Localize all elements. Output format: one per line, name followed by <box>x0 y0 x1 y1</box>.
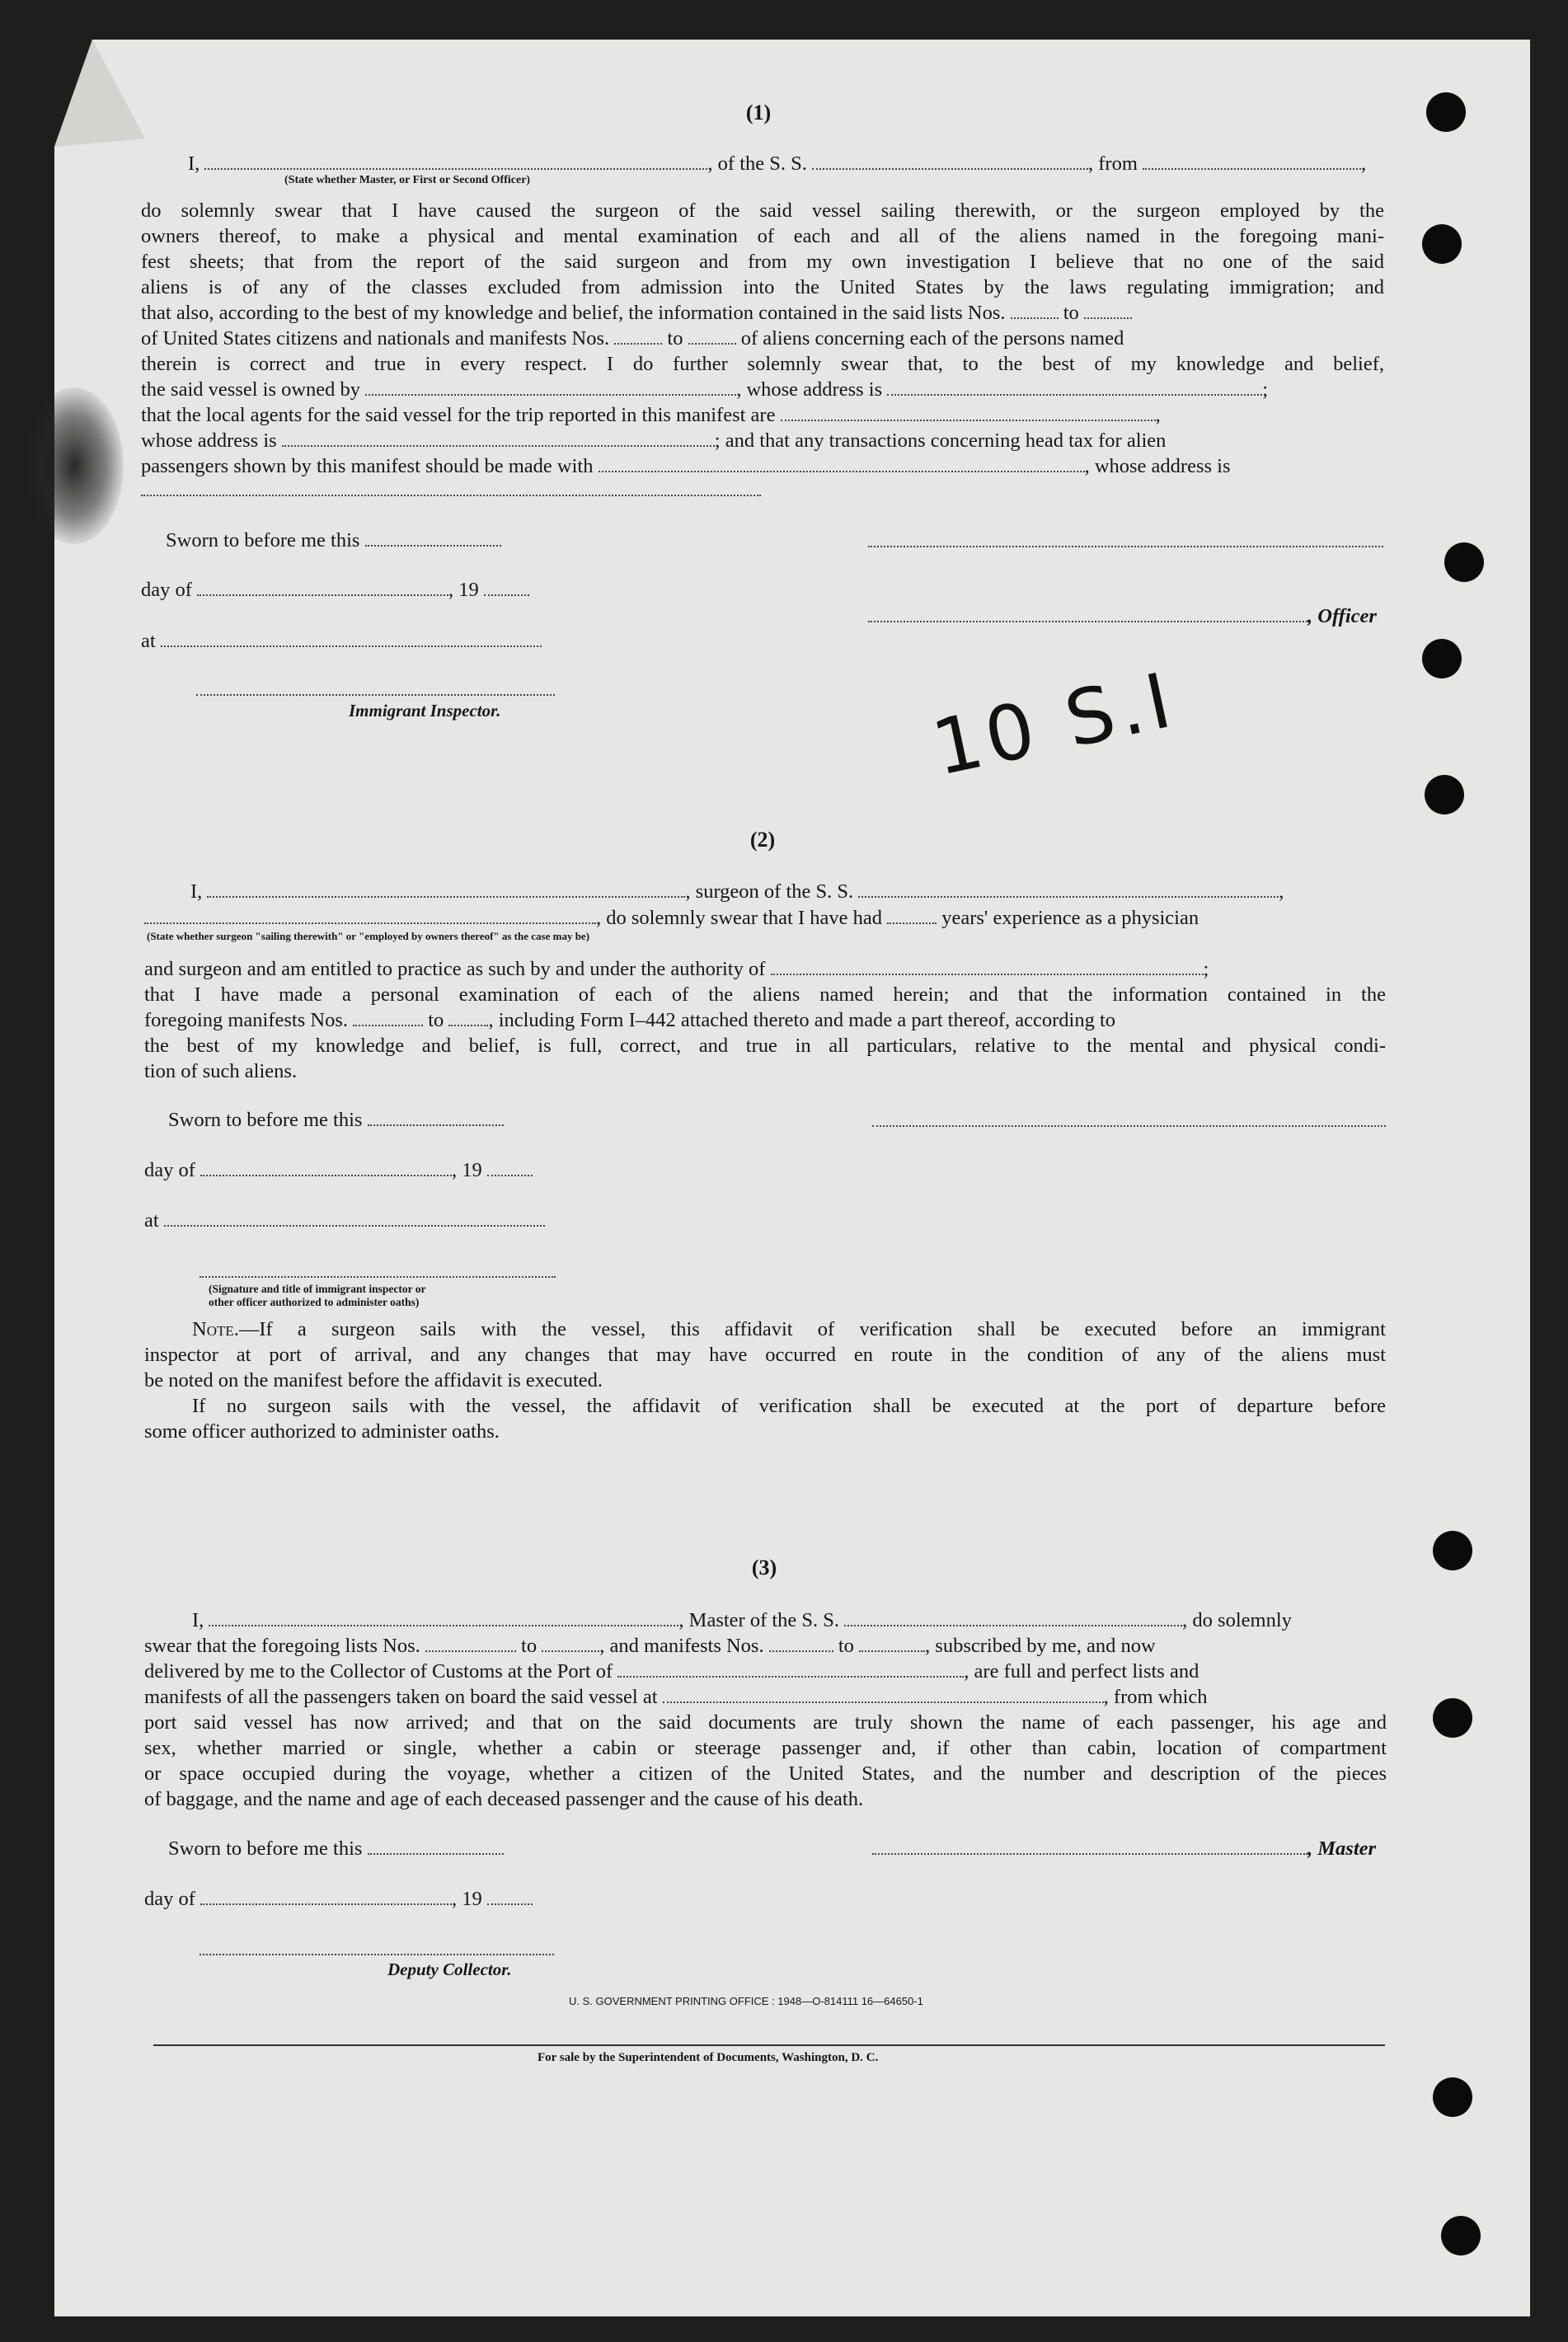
text: —If a surgeon sails with the vessel, this affidavit of verification shall be executed before an immigrant <box>238 1318 1386 1340</box>
text: , whose address is <box>1084 455 1231 477</box>
text: , from which <box>1103 1686 1208 1708</box>
text: of aliens concerning each of the persons named <box>740 327 1124 350</box>
note-row: be noted on the manifest before the affidavit is executed. <box>144 1369 603 1392</box>
section-3-body <box>144 1710 1387 1812</box>
section-2-day-of <box>144 1157 533 1183</box>
vessel-name-blank[interactable] <box>844 1610 1182 1626</box>
section-1-sworn <box>166 528 501 553</box>
sale-notice: For sale by the Superintendent of Documents, Washington, D. C. <box>538 2051 879 2064</box>
section-3-number: (3) <box>751 1556 777 1579</box>
text: that the local agents for the said vessel for the trip reported in this manifest are <box>141 404 776 426</box>
month-blank[interactable] <box>197 580 448 596</box>
head-tax-contact-blank[interactable] <box>599 456 1085 472</box>
punch-hole <box>1433 2077 1472 2117</box>
text: at <box>144 1209 159 1232</box>
section-2-caption: (State whether surgeon "sailing therewith" or "employed by owners thereof" as the case may be) <box>147 930 590 942</box>
section-2-line-1 <box>190 879 1284 904</box>
month-blank[interactable] <box>200 1889 452 1905</box>
text: day of <box>141 579 192 601</box>
section-2-number: (2) <box>749 828 776 852</box>
text: Sworn to before me this <box>168 1109 363 1131</box>
section-1-row-9 <box>141 402 1161 428</box>
deputy-label: Deputy Collector. <box>387 1959 512 1979</box>
section-2-row-3 <box>144 956 1209 982</box>
text: to <box>428 1009 444 1031</box>
text: ; <box>1262 378 1269 401</box>
punch-hole <box>1422 639 1462 678</box>
text: , <box>1279 880 1284 903</box>
section-3-row-3 <box>144 1659 1199 1684</box>
text: to <box>1063 302 1079 324</box>
punch-hole <box>1422 224 1462 264</box>
punch-hole <box>1426 92 1466 132</box>
section-1-officer <box>868 603 1377 629</box>
note-paragraph-2 <box>144 1393 1386 1444</box>
punch-hole <box>1425 775 1464 814</box>
text: day of <box>144 1888 195 1910</box>
section-1-row-10 <box>141 428 1166 453</box>
handwritten-notation: 10 S.I <box>925 655 1183 793</box>
body-row: of baggage, and the name and age of each deceased passenger and the cause of his death. <box>144 1788 864 1810</box>
lists-from-blank[interactable] <box>425 1636 516 1652</box>
port-blank[interactable] <box>617 1661 964 1678</box>
surgeon-signature-line[interactable] <box>872 1125 1386 1127</box>
text: whose address is <box>141 429 277 452</box>
section-1-day-of <box>141 577 529 603</box>
vessel-name-blank[interactable] <box>858 881 1279 898</box>
manifests-from-blank[interactable] <box>353 1010 423 1026</box>
text: Sworn to before me this <box>166 529 360 551</box>
text: at <box>141 630 156 652</box>
text: , <box>1361 153 1367 175</box>
note-row: inspector at port of arrival, and any changes that may have occurred en route in the condition of any of the aliens must <box>144 1344 1386 1366</box>
text: I, <box>192 1609 204 1631</box>
text: , are full and perfect lists and <box>964 1660 1199 1683</box>
year-blank[interactable] <box>487 1889 533 1905</box>
owner-address-blank[interactable] <box>887 379 1262 396</box>
lists-to-blank[interactable] <box>542 1636 599 1652</box>
text: Sworn to before me this <box>168 1837 363 1860</box>
section-1-number: (1) <box>745 101 772 124</box>
place-blank[interactable] <box>161 631 542 647</box>
note-row: If no surgeon sails with the vessel, the affidavit of verification shall be executed at the port of departure before <box>192 1395 1386 1417</box>
years-blank[interactable] <box>887 908 937 924</box>
officer-label: , Officer <box>1307 605 1377 627</box>
note-paragraph <box>144 1316 1386 1393</box>
local-agents-blank[interactable] <box>781 405 1156 421</box>
surgeon-status-blank[interactable] <box>144 908 596 924</box>
text: that also, according to the best of my knowledge and belief, the information contained in the said lists Nos. <box>141 302 1006 324</box>
body-row: port said vessel has now arrived; and that on the said documents are truly shown the name of each passenger, his age and <box>144 1711 1387 1734</box>
section-1-row-8 <box>141 377 1268 402</box>
text: , 19 <box>448 579 479 601</box>
punch-hole <box>1433 1531 1472 1570</box>
text: , 19 <box>452 1159 482 1181</box>
body-row: owners thereof, to make a physical and mental examination of each and all of the aliens named in the foregoing mani- <box>141 225 1384 247</box>
section-2-row-6 <box>144 1033 1386 1058</box>
section-3-sworn <box>168 1836 504 1861</box>
punch-hole <box>1444 542 1484 582</box>
text: ; and that any transactions concerning head tax for alien <box>714 429 1167 452</box>
section-3-row-2 <box>144 1633 1156 1659</box>
section-2-row-7: tion of such aliens. <box>144 1060 298 1082</box>
text: foregoing manifests Nos. <box>144 1009 348 1031</box>
note-row <box>144 1316 1386 1342</box>
printing-office-line: U. S. GOVERNMENT PRINTING OFFICE : 1948—O-814111 16—64650-1 <box>569 1995 923 2007</box>
section-1-row-7 <box>141 351 1384 377</box>
month-blank[interactable] <box>200 1160 452 1176</box>
section-1-at <box>141 628 542 654</box>
section-2-row-5 <box>144 1007 1115 1033</box>
text: , subscribed by me, and now <box>925 1635 1156 1657</box>
address-continuation-blank[interactable] <box>141 495 761 496</box>
deputy-signature-line[interactable] <box>200 1954 554 1955</box>
note-label: Note. <box>192 1318 239 1340</box>
text: , from <box>1088 153 1138 175</box>
inspector-signature-line[interactable] <box>200 1276 556 1278</box>
text: , including Form I–442 attached thereto and made a part thereof, according to <box>488 1009 1116 1031</box>
body-row: sex, whether married or single, whether a cabin or steerage passenger and, if other than cabin, location of compartment <box>144 1737 1387 1759</box>
text: swear that the foregoing lists Nos. <box>144 1635 420 1657</box>
place-blank[interactable] <box>164 1210 545 1227</box>
section-2-sworn <box>168 1107 504 1133</box>
section-2-line-2 <box>144 905 1199 931</box>
text: to <box>838 1635 854 1657</box>
owner-blank[interactable] <box>365 379 736 396</box>
officer-signature-blank[interactable] <box>868 606 1307 622</box>
note-row: some officer authorized to administer oaths. <box>144 1420 500 1443</box>
master-label: , Master <box>1307 1837 1377 1860</box>
lists-from-blank[interactable] <box>1011 303 1059 319</box>
section-2-row-4 <box>144 982 1386 1007</box>
text: I, <box>188 153 200 175</box>
manifests-from-blank[interactable] <box>614 328 662 345</box>
ink-stain <box>25 387 124 544</box>
section-3-line-1 <box>192 1607 1292 1633</box>
text: , <box>1155 404 1161 426</box>
punch-hole <box>1441 2216 1481 2255</box>
section-2-at <box>144 1208 545 1233</box>
body-row: therein is correct and true in every respect. I do further solemnly swear that, to the best of my knowledge and belief, <box>141 353 1384 375</box>
section-3-master <box>872 1836 1376 1861</box>
text: to <box>667 327 683 350</box>
signature-line[interactable] <box>868 546 1383 547</box>
section-3-row-4 <box>144 1684 1208 1710</box>
punch-hole <box>1433 1698 1472 1738</box>
text: passengers shown by this manifest should be made with <box>141 455 594 477</box>
section-1-row-5 <box>141 300 1132 326</box>
body-row: the best of my knowledge and belief, is full, correct, and true in all particulars, relative to the mental and physical condi- <box>144 1035 1386 1057</box>
body-row: do solemnly swear that I have caused the surgeon of the said vessel sailing therewith, or the surgeon employed by the <box>141 199 1384 222</box>
text: , of the S. S. <box>707 153 807 175</box>
text: of United States citizens and nationals and manifests Nos. <box>141 327 610 350</box>
agents-address-blank[interactable] <box>282 430 715 447</box>
text: , and manifests Nos. <box>599 1635 764 1657</box>
master-name-blank[interactable] <box>209 1610 678 1626</box>
section-1-row-11 <box>141 453 1231 479</box>
sworn-date-blank[interactable] <box>365 530 501 547</box>
master-name-blank[interactable] <box>204 153 707 170</box>
manifests-to-blank[interactable] <box>859 1636 925 1652</box>
sworn-date-blank[interactable] <box>368 1838 504 1855</box>
manifests-from-blank[interactable] <box>769 1636 833 1652</box>
year-blank[interactable] <box>484 580 529 596</box>
section-1-row-6 <box>141 326 1124 351</box>
section-1-line-1 <box>188 151 1366 176</box>
body-row: aliens is of any of the classes excluded from admission into the United States by the laws regulating immigration; and <box>141 276 1384 298</box>
embark-port-blank[interactable] <box>663 1687 1104 1703</box>
inspector-signature-line[interactable] <box>196 694 555 696</box>
section-3-day-of <box>144 1886 533 1912</box>
master-signature-blank[interactable] <box>872 1838 1307 1855</box>
section-1-body <box>141 198 1384 300</box>
body-row: or space occupied during the voyage, whether a citizen of the United States, and the number and description of the pieces <box>144 1762 1387 1785</box>
vessel-name-blank[interactable] <box>812 153 1088 170</box>
text: to <box>521 1635 538 1657</box>
text: , do solemnly swear that I have had <box>596 907 882 929</box>
text: , surgeon of the S. S. <box>685 880 854 903</box>
text: , whose address is <box>736 378 883 401</box>
text: , do solemnly <box>1182 1609 1292 1631</box>
inspector-label: Immigrant Inspector. <box>349 701 501 720</box>
text: day of <box>144 1159 195 1181</box>
text: manifests of all the passengers taken on board the said vessel at <box>144 1686 658 1708</box>
lists-to-blank[interactable] <box>1084 303 1132 319</box>
text: the said vessel is owned by <box>141 378 361 401</box>
text: , Master of the S. S. <box>678 1609 840 1631</box>
manifests-to-blank[interactable] <box>688 328 736 345</box>
body-row: fest sheets; that from the report of the said surgeon and from my own investigation I believe that no one of the said <box>141 251 1384 273</box>
text: ; <box>1203 958 1209 980</box>
text: I, <box>190 880 203 903</box>
sig-caption-1: (Signature and title of immigrant inspector or <box>209 1283 426 1295</box>
section-1-caption: (State whether Master, or First or Second Officer) <box>284 174 531 186</box>
text: and surgeon and am entitled to practice as such by and under the authority of <box>144 958 766 980</box>
authority-blank[interactable] <box>771 959 1204 975</box>
manifests-to-blank[interactable] <box>448 1010 488 1026</box>
text: years' experience as a physician <box>941 907 1199 929</box>
sig-caption-2: other officer authorized to administer oaths) <box>209 1296 420 1308</box>
footer-rule <box>153 2044 1385 2046</box>
sworn-date-blank[interactable] <box>368 1110 504 1126</box>
from-port-blank[interactable] <box>1143 153 1361 170</box>
body-row: that I have made a personal examination of each of the aliens named herein; and that the information contained in the <box>144 983 1386 1006</box>
text: delivered by me to the Collector of Customs at the Port of <box>144 1660 613 1683</box>
text: , 19 <box>452 1888 482 1910</box>
surgeon-name-blank[interactable] <box>207 881 685 898</box>
year-blank[interactable] <box>487 1160 533 1176</box>
